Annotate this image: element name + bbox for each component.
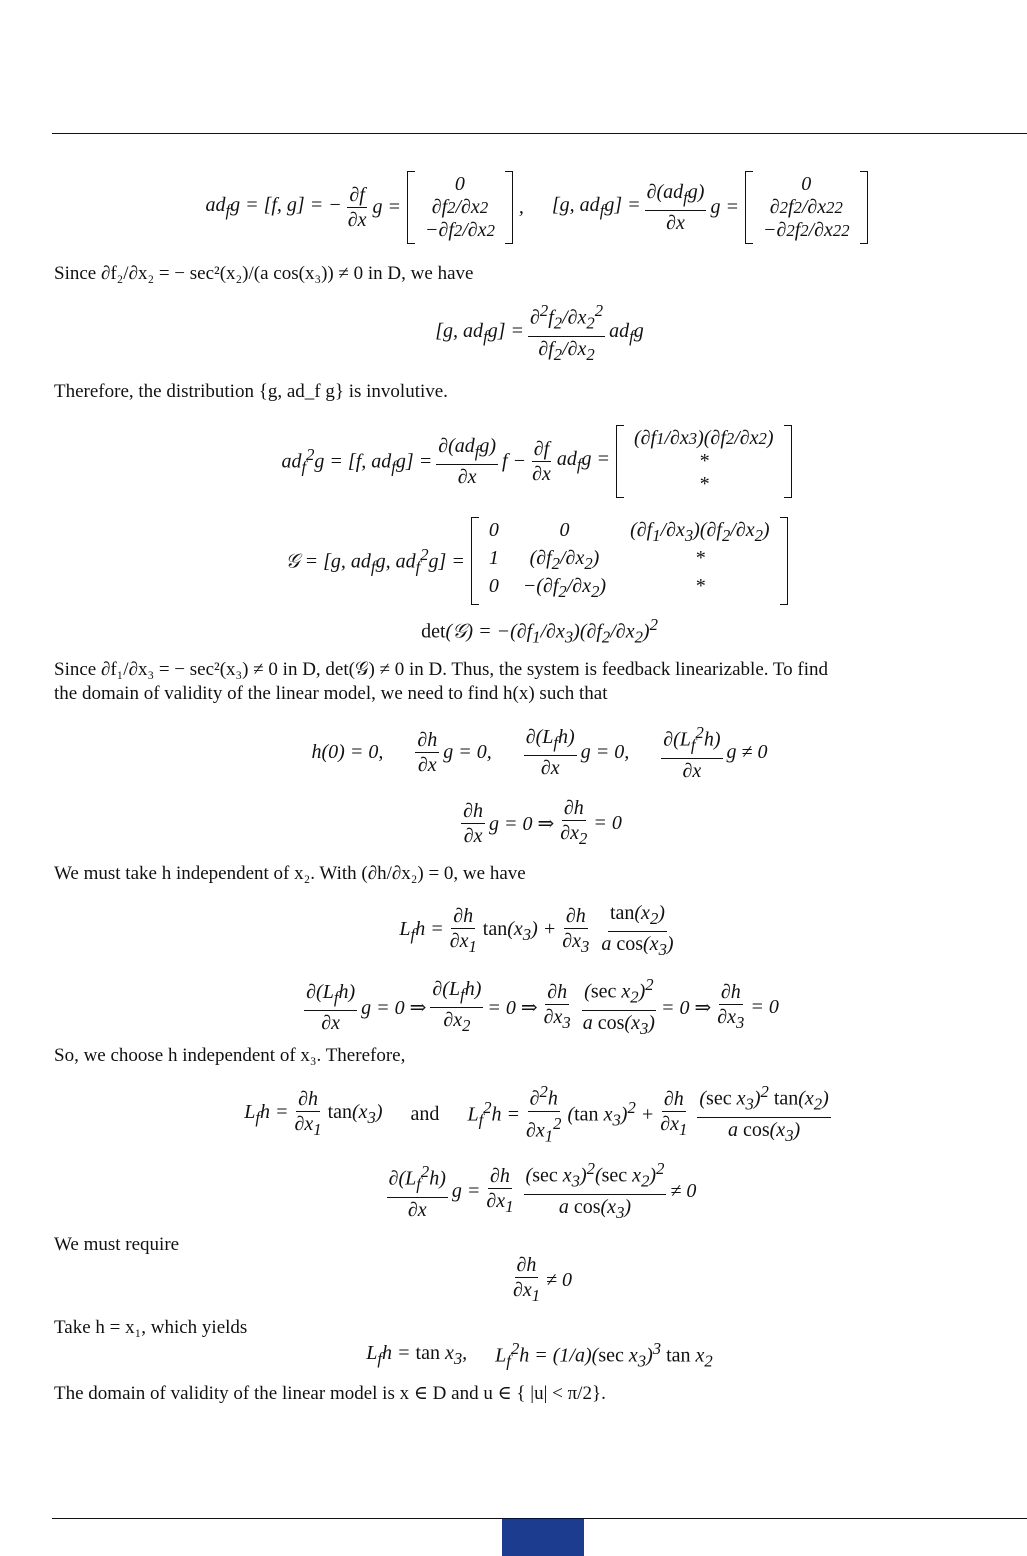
- paragraph-domain-validity: The domain of validity of the linear model is x ∈ D and u ∈ { |u| < π/2}.: [54, 1383, 606, 1404]
- equation-dh-dx1-nonzero: $\frac{\partial h}{\partial x_1}$ ≠ 0: [512, 1253, 573, 1305]
- paragraph-take-h: Take h = x₁, which yields: [54, 1317, 248, 1338]
- equation-final-Lfh: $L_fh = \tan x_3$, $L_f^2h = (1/a)(\sec$ $x_3)^3$ $\tan x_2$: [366, 1338, 713, 1371]
- paragraph-domain-find-h: the domain of validity of the linear model, we need to find h(x) such that: [54, 683, 608, 704]
- equation-g-adfg-ratio: [g, $ad_fg$] = $\frac{\partial^2f_2/\partial x_2^2}{\partial f_2/\partial x_2}$ $ad_fg$: [435, 301, 644, 364]
- equation-h-conditions: h(0) = 0, $\frac{\partial h}{\partial x}$ g = 0, $\frac{\partial(L_fh)}{\partial x}$ g = 0, $\frac{\partial(L_f^2h)}{\partial x}$ g ≠ 0: [311, 723, 768, 782]
- equation-dh-dx2: $\frac{\partial h}{\partial x}$ g = 0 ⇒ $\frac{\partial h}{\partial x_2}$ = 0: [463, 796, 622, 848]
- equation-det-G: det(𝒢) = $-(\partial f_1/\partial x_3)(\partial f_2/\partial x_2)^2$: [421, 614, 658, 647]
- equation-dLfh-chain: $\frac{\partial(L_fh)}{\partial x}$ g = 0 ⇒ $\frac{\partial(L_fh)}{\partial x_2}$ = 0 ⇒ $\frac{\partial h}{\partial x_3}$ $\frac{(\sec x_2)^2}{a \cos(x_3)}$ = 0 ⇒ $\frac{\partial h}{\partial x_3}$ = 0: [306, 975, 779, 1038]
- paragraph-since-df2: Since ∂f₂/∂x₂ = − sec²(x₂)/(a cos(x₃)) ≠ 0 in D, we have: [54, 263, 474, 284]
- paragraph-h-independent-x3: So, we choose h independent of x₃. Therefore,: [54, 1045, 406, 1066]
- paragraph-involutive: Therefore, the distribution {g, ad_f g} is involutive.: [54, 381, 448, 402]
- header-rule: [52, 133, 1027, 134]
- paragraph-must-require: We must require: [54, 1234, 180, 1255]
- equation-matrix-G: 𝒢 = [g, $ad_fg$, $ad_f^2g$] = 0 0 $(\partial f_1/\partial x_3)(\partial f_2/\partial x_2)$ 1 $(\partial f_2/\partial x_2)$ * 0 $-(\partial f_2/\partial x_2)$ *: [52, 522, 1027, 600]
- paragraph-feedback-linearizable: Since ∂f₁/∂x₃ = − sec²(x₃) ≠ 0 in D, det(𝒢) ≠ 0 in D. Thus, the system is feedback linearizable. To find: [54, 659, 829, 680]
- equation-dLf2h: $\frac{\partial(L_f^2h)}{\partial x}$ g = $\frac{\partial h}{\partial x_1}$ $\frac{(\sec x_3)^2(\sec x_2)^2}{a \cos(x_3)}$ ≠ 0: [388, 1159, 697, 1222]
- equation-Lfh-Lf2h: $L_fh$ = $\frac{\partial h}{\partial x_1}$ $\tan(x_3)$ and $L_f^2h$ = $\frac{\partial^2h}{\partial x_1^2}$ (tan $x_3)^2$ + $\frac{\partial h}{\partial x_1}$ $\frac{(\sec x_3)^2 \tan(x_2)}{a \cos(x_3)}$: [244, 1081, 829, 1146]
- page-number-tab: [502, 1519, 584, 1556]
- equation-adf2g: $ad_f^2g = [f$, $ad_fg$] = $\frac{\partial(ad_fg)}{\partial x}$ f − $\frac{\partial f}{\partial x}$ $ad_fg$ = (∂f 1 /∂x 3 )(∂f 2 /∂x 2 ) * *: [52, 422, 1027, 500]
- equation-Lfh-general: $L_fh$ = $\frac{\partial h}{\partial x_1}$ $\tan(x_3)$ + $\frac{\partial h}{\partial x_3}$ $\frac{\tan(x_2)}{a \cos(x_3)}$: [399, 901, 674, 959]
- paragraph-h-independent-x2: We must take h independent of x₂. With (∂h/∂x₂) = 0, we have: [54, 863, 526, 884]
- equation-adfg-bracket: $ad_fg = [f$, g] = − $\frac{\partial f}{\partial x}$ g = 0 ∂f 2 /∂x 2 −∂f 2 /∂x 2 , [g, $ad_fg$] = $\frac{\partial(ad_fg)}{\partial x}$ g = 0 ∂ 2 f 2 /∂x 2 2 −∂ 2 f 2 /∂x 2 2: [52, 166, 1027, 248]
